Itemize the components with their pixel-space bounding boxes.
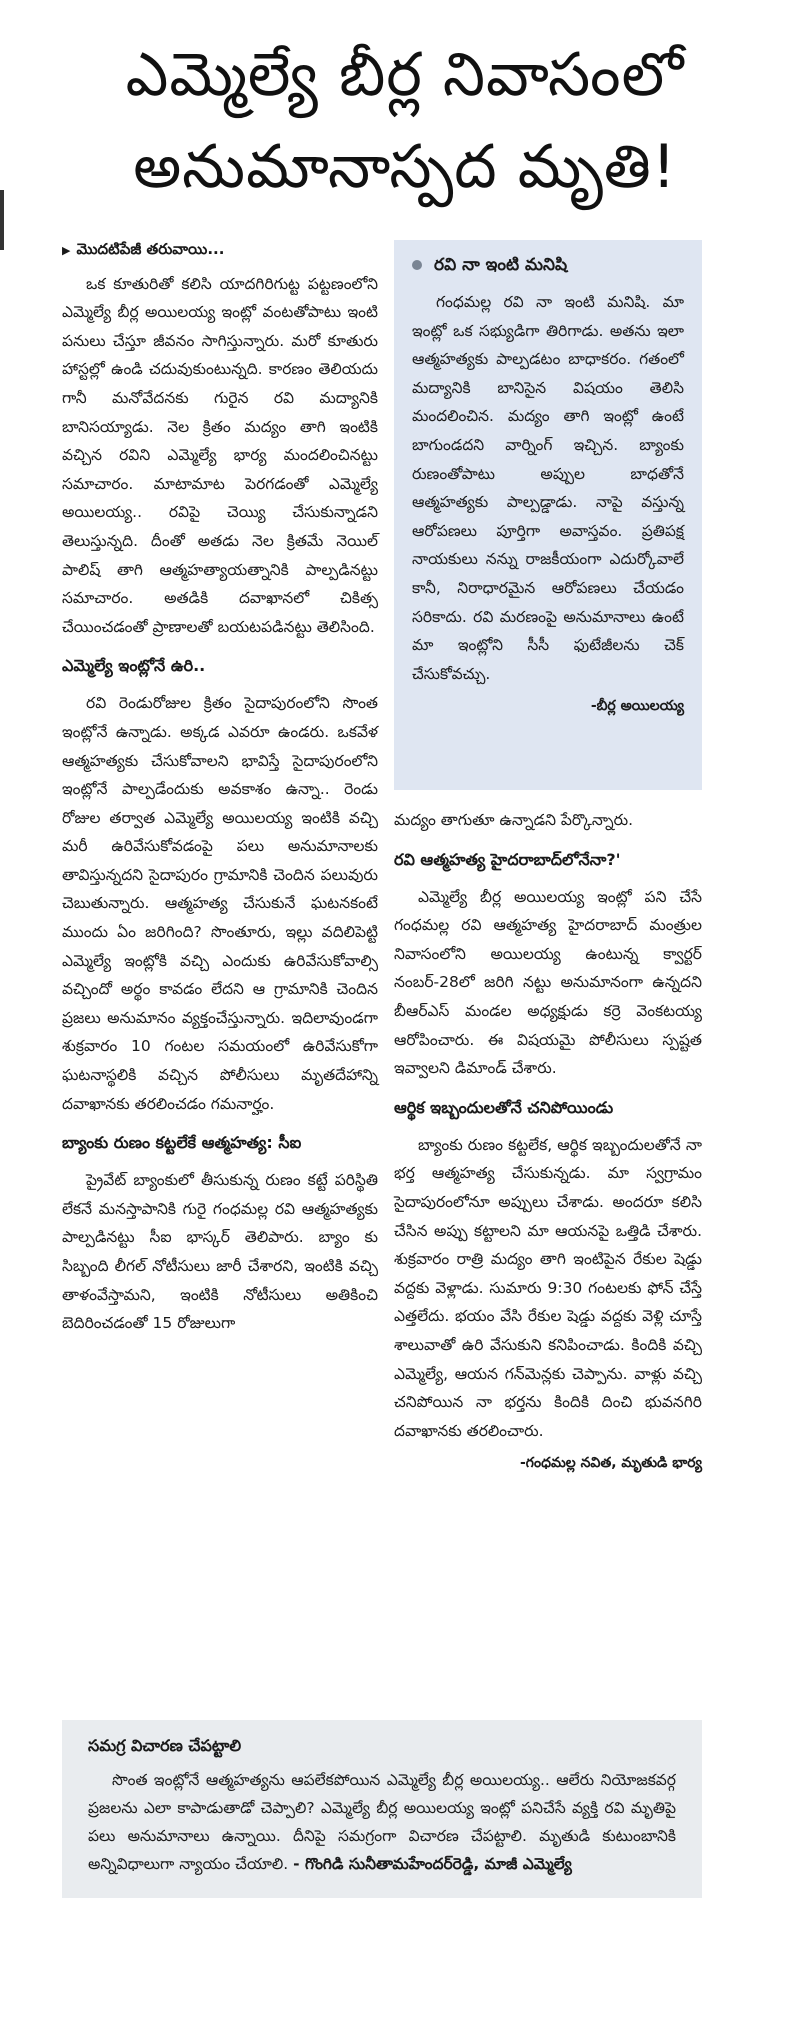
left-column: [62, 235, 378, 1338]
left-paragraph-2: రవి రెండురోజుల క్రితం సైదాపురంలోని సొంత ఇంట్లోనే ఉన్నాడు. అక్కడ ఎవరూ ఉండరు. ఒకవేళ ఆత్మహత్యకు చేసుకోవాలని భావిస్తే సైదాపురంలోని ఇంట్లోనే పాల్పడేందుకు అవకాశం ఉన్నా.. రెండు రోజుల తర్వాత ఎమ్మెల్యే అయిలయ్య ఇంటికి వచ్చి మరీ ఉరివేసుకోవడంపై పలు అనుమానాలకు తావిస్తున్నదని సైదాపురం గ్రామానికి చెందిన పలువురు చెబుతున్నారు. ఆత్మహత్య చేసుకునే ఘటనకంటే ముందు ఏం జరిగింది? సొంతూరు, ఇల్లు వదిలిపెట్టి ఎమ్మెల్యే ఇంట్లోకి వచ్చి ఎందుకు ఉరివేసుకోవాల్సి వచ్చిందో అర్థం కావడం లేదని ఆ గ్రామానికి చెందిన ప్రజలు అనుమానం వ్యక్తంచేస్తున్నారు. ఇదిలావుండగా శుక్రవారం 10 గంటల సమయంలో ఉరివేసుకోగా ఘటనాస్థలికి వచ్చిన పోలీసులు మృతదేహాన్ని దవాఖానకు తరలించడం గమనార్హం.: [62, 694, 378, 1113]
left-subheading-1: ఎమ్మెల్యే ఇంట్లోనే ఉరి..: [62, 656, 206, 676]
right-subheading-2: ఆర్థిక ఇబ్బందులతోనే చనిపోయిండు: [394, 1097, 614, 1117]
sidebar-signature: -బీర్ల అయిలయ్య: [590, 698, 684, 715]
headline-line-2: అనుమానాస్పద మృతి!: [133, 132, 677, 202]
inquiry-body-wrapper: [88, 1766, 676, 1878]
sidebar-title-text: రవి నా ఇంటి మనిషి: [434, 255, 568, 275]
inquiry-title: సమగ్ర విచారణ చేపట్టాలి: [88, 1736, 242, 1755]
headline-line-1: ఎమ్మెల్యే బీర్ల నివాసంలో: [125, 40, 685, 110]
continuation-label: [62, 235, 378, 266]
continuation-text: మొదటిపేజీ తరువాయి...: [76, 240, 225, 258]
right-signature: -గంధమల్ల నవిత, మృతుడి భార్య: [520, 1455, 702, 1472]
left-paragraph-3: ప్రైవేట్ బ్యాంకులో తీసుకున్న రుణం కట్టే పరిస్థితి లేకనే మనస్తాపానికి గురై గంధమల్ల రవి ఆత్మహత్యకు పాల్పడినట్టు సీఐ భాస్కర్ తెలిపారు. బ్యాం కు సిబ్బంది లీగల్ నోటీసులు జారీ చేశారని, ఇంటికి వచ్చి తాళంవేస్తామని, ఇంటికి నోటీసులు అతికించి బెదిరించడంతో 15 రోజులుగా: [62, 1171, 378, 1333]
left-paragraph-1: ఒక కూతురితో కలిసి యాదగిరిగుట్ట పట్టణంలోని ఎమ్మెల్యే బీర్ల అయిలయ్య ఇంట్లో వంటతోపాటు ఇంటి పనులు చేస్తూ జీవనం సాగిస్తున్నారు. మరో కూతురు హాస్టల్లో ఉండి చదువుకుంటున్నది. కారణం తెలియదు గానీ మనోవేదనకు గురైన రవి మద్యానికి బానిసయ్యాడు. నెల క్రితం మద్యం తాగి ఇంటికి వచ్చిన రవిని ఎమ్మెల్యే భార్య మందలించినట్టు సమాచారం. మాటామాట పెరగడంతో ఎమ్మెల్యే అయిలయ్య.. రవిపై చెయ్యి చేసుకున్నాడని తెలుస్తున్నది. దీంతో అతడు నెల క్రితమే నెయిల్ పాలిష్ తాగి ఆత్మహత్యాయత్నానికి పాల్పడినట్టు సమాచారం. అతడికి దవాఖానలో చికిత్స చేయించడంతో ప్రాణాలతో బయటపడినట్టు తెలిసింది.: [62, 274, 378, 636]
right-continuation: మద్యం తాగుతూ ఉన్నాడని పేర్కొన్నారు.: [394, 811, 634, 829]
left-subheading-2: బ్యాంకు రుణం కట్టలేకే ఆత్మహత్య: సీఐ: [62, 1133, 302, 1153]
right-paragraph-2: బ్యాంకు రుణం కట్టలేక, ఆర్థిక ఇబ్బందులతోనే నా భర్త ఆత్మహత్య చేసుకున్నడు. మా స్వగ్రామం సైదాపురంలోనూ అప్పులు చేశాడు. అందరూ కలిసి చేసిన అప్పు కట్టాలని మా ఆయనపై ఒత్తిడి చేశారు. శుక్రవారం రాత్రి మద్యం తాగి ఇంటిపైన రేకుల షెడ్డు వద్దకు వెళ్లాడు. సుమారు 9:30 గంటలకు ఫోన్ చేస్తే ఎత్తలేదు. భయం వేసి రేకుల షెడ్డు వద్దకు వెళ్లి చూస్తే శాలువాతో ఉరి వేసుకుని కనిపించాడు. కిందికి వచ్చి ఎమ్మెల్యే, ఆయన గన్‌మెన్లకు చెప్పాను. వాళ్లు వచ్చి చనిపోయిన నా భర్తను కిందికి దించి భువనగిరి దవాఖానకు తరలించారు.: [394, 1135, 702, 1440]
sidebar-body: గంధమల్ల రవి నా ఇంటి మనిషి. మా ఇంట్లో ఒక సభ్యుడిగా తిరిగాడు. అతను ఇలా ఆత్మహత్యకు పాల్పడటం బాధాకరం. గతంలో మద్యానికి బానిసైన విషయం తెలిసి మందలించిన. మద్యం తాగి ఇంట్లో ఉంటే బాగుండదని వార్నింగ్ ఇచ్చిన. బ్యాంకు రుణంతోపాటు అప్పుల బాధతోనే ఆత్మహత్యకు పాల్పడ్డాడు. నాపై వస్తున్న ఆరోపణలు పూర్తిగా అవాస్తవం. ప్రతిపక్ష నాయకులు నన్ను రాజకీయంగా ఎదుర్కోవాలే కానీ, నిరాధారమైన ఆరోపణలు చేయడం సరికాదు. రవి మరణంపై అనుమానాలు ఉంటే మా ఇంట్లోని సీసీ ఫుటేజీలను చెక్ చేసుకోవచ్చు.: [412, 293, 684, 683]
inquiry-demand-box: [62, 1720, 702, 1898]
right-column: [394, 806, 702, 1478]
right-paragraph-1: ఎమ్మెల్యే బీర్ల అయిలయ్య ఇంట్లో పని చేసే గంధమల్ల రవి ఆత్మహత్య హైదరాబాద్ మంత్రుల నివాసంలోని అయిలయ్య ఉంటున్న క్వార్టర్ నంబర్-28లో జరిగి నట్టు అనుమానంగా ఉన్నదని బీఆర్ఎస్ మండల అధ్యక్షుడు కర్రె వెంకటయ్య ఆరోపించారు. ఈ విషయమై పోలీసులు స్పష్టత ఇవ్వాలని డిమాండ్ చేశారు.: [394, 887, 702, 1078]
sidebar-quote-box: [394, 240, 702, 790]
right-subheading-1: రవి ఆత్మహత్య హైదరాబాద్‌లోనేనా?': [394, 849, 621, 869]
bullet-icon: [412, 260, 422, 270]
arrow-icon: ▶: [62, 244, 71, 257]
inquiry-signature: - గొంగిడి సునీతామహేందర్‌రెడ్డి, మాజీ ఎమ్మెల్యే: [293, 1855, 572, 1873]
inquiry-body: సొంత ఇంట్లోనే ఆత్మహత్యను ఆపలేకపోయిన ఎమ్మెల్యే బీర్ల అయిలయ్య.. ఆలేరు నియోజకవర్గ ప్రజలను ఎలా కాపాడుతాడో చెప్పాలి? ఎమ్మెల్యే బీర్ల అయిలయ్య ఇంట్లో పనిచేసే వ్యక్తి రవి మృతిపై పలు అనుమానాలు ఉన్నాయి. దీనిపై సమగ్రంగా విచారణ చేపట్టాలి. మృతుడి కుటుంబానికి అన్నివిధాలుగా న్యాయం చేయాలి.: [88, 1771, 676, 1873]
sidebar-title: [412, 248, 684, 282]
page-edge-mark: [0, 190, 4, 250]
